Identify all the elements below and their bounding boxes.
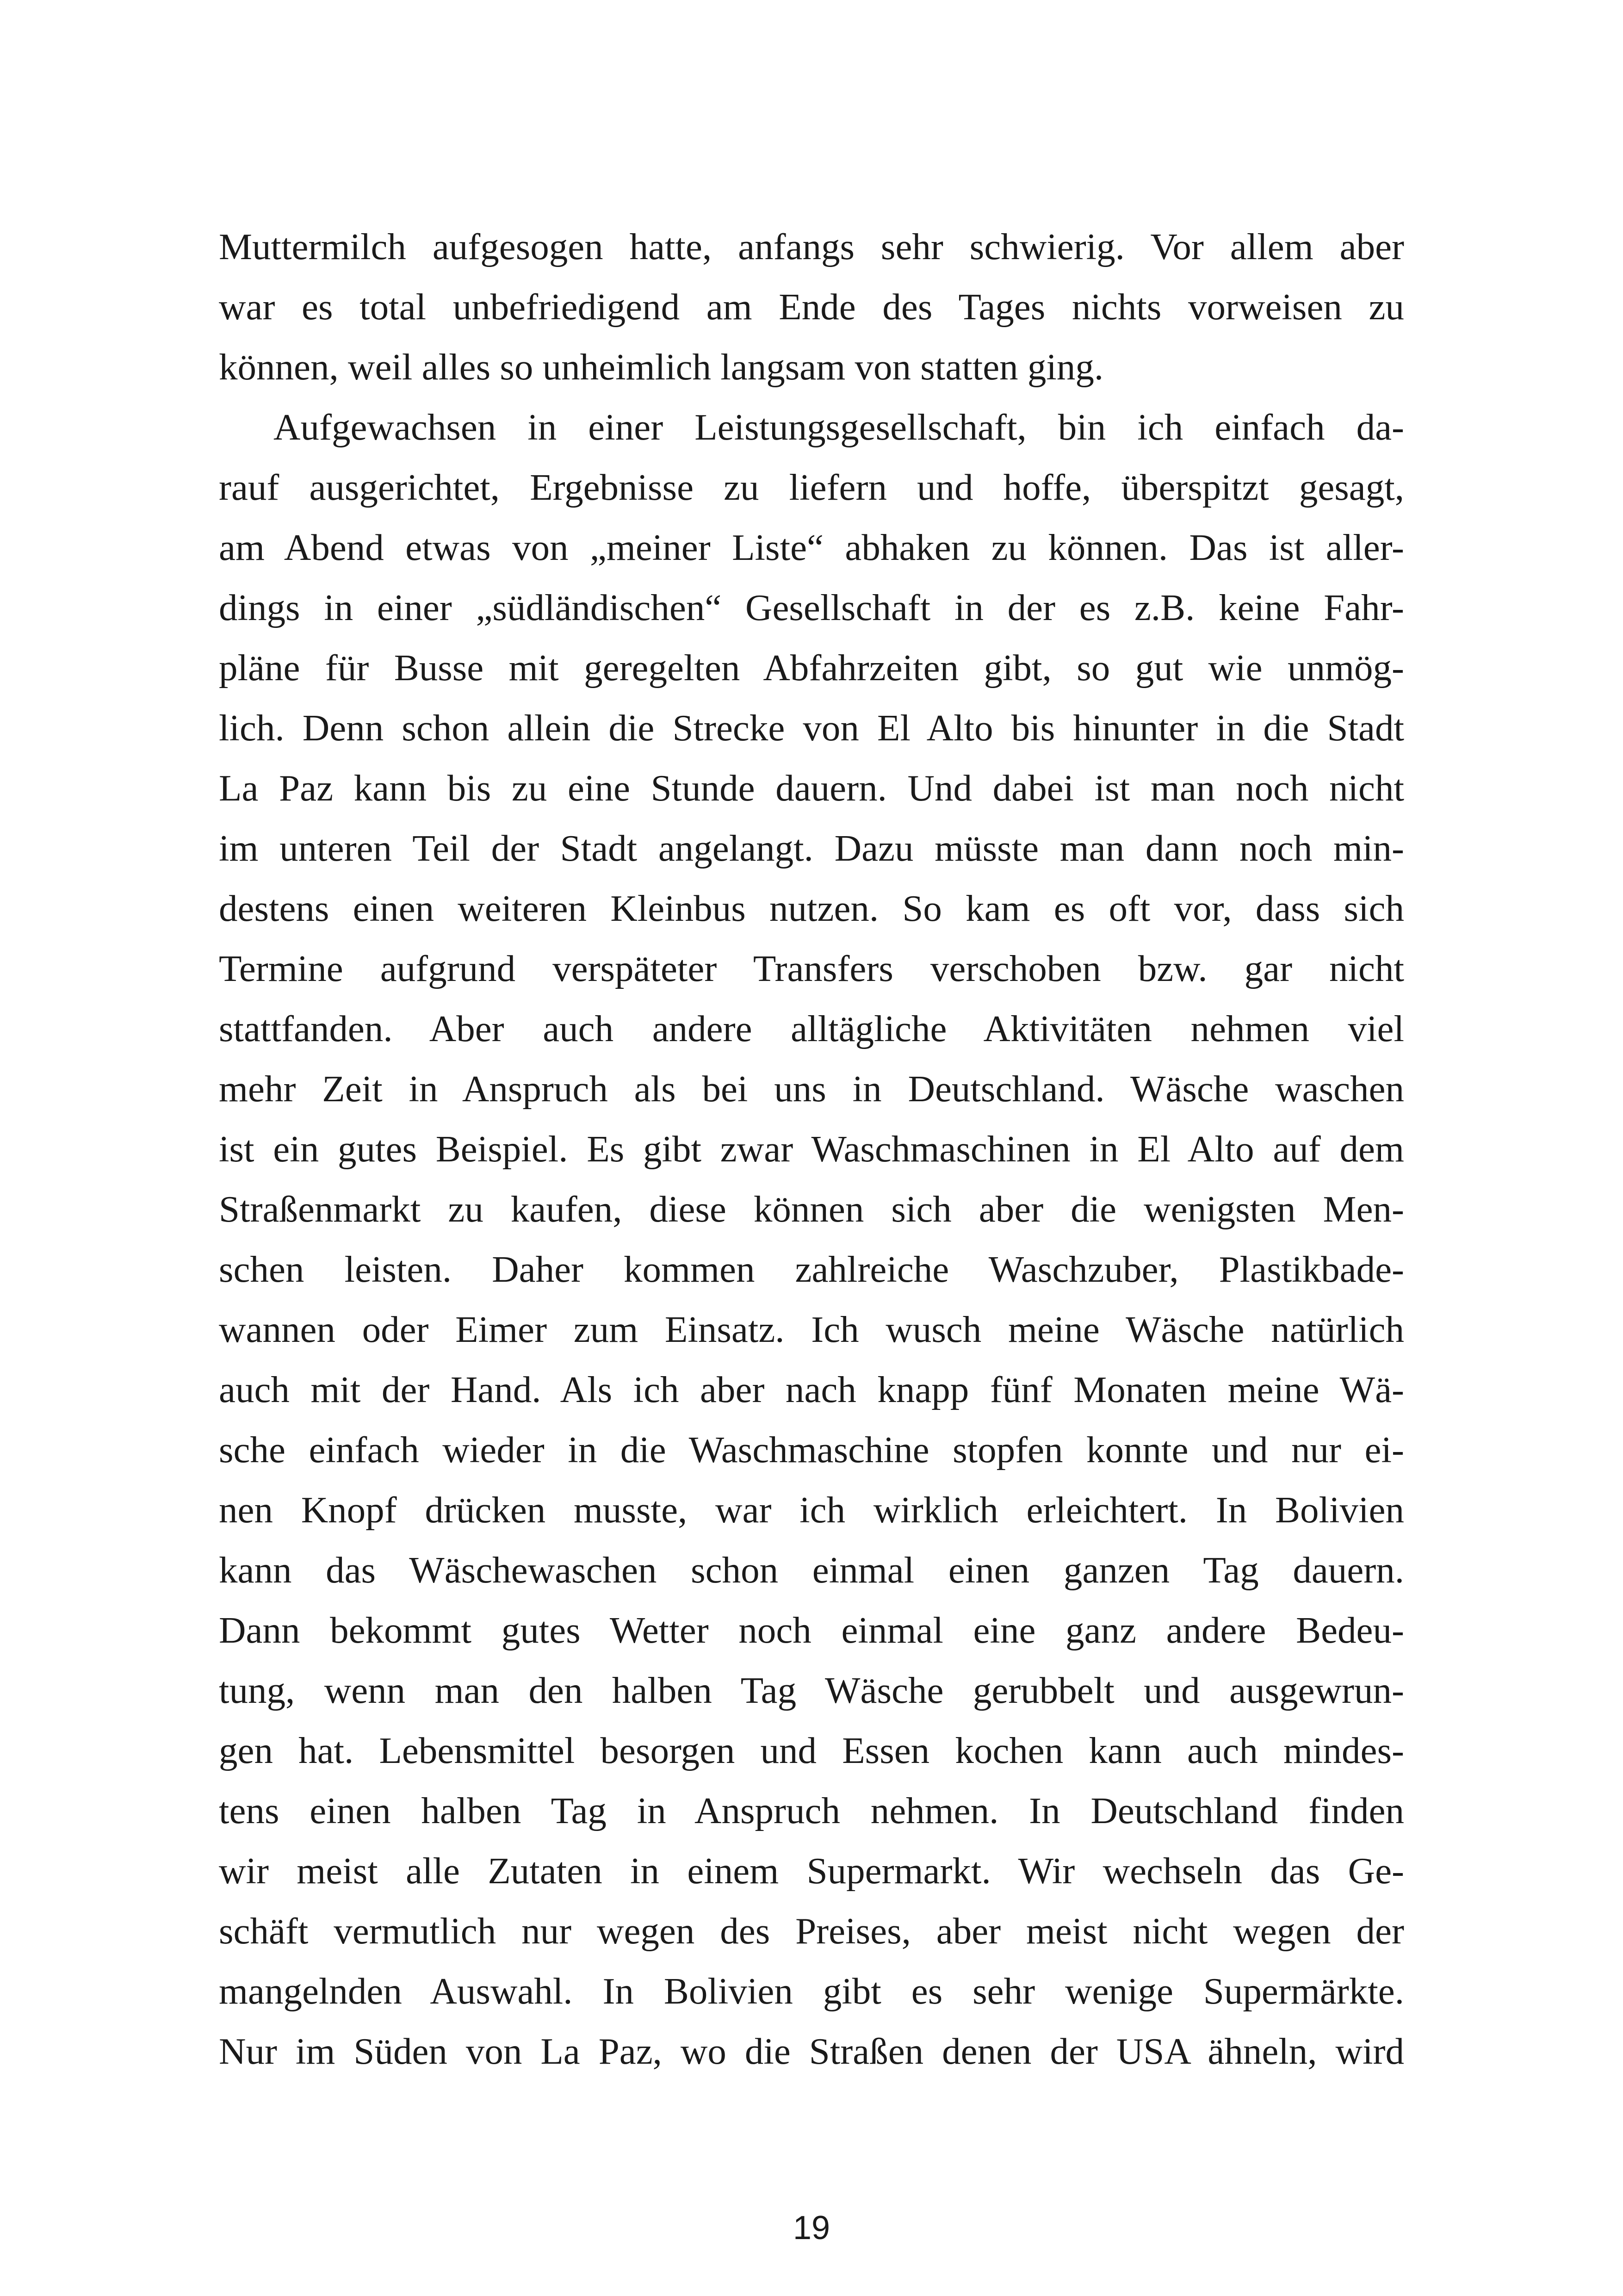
text-line: Nur im Süden von La Paz, wo die Straßen denen der USA ähneln, wird (219, 2030, 1404, 2072)
text-line: gen hat. Lebensmittel besorgen und Essen kochen kann auch mindes- (219, 1730, 1404, 1771)
text-line: sche einfach wieder in die Waschmaschine stopfen konnte und nur ei- (219, 1429, 1404, 1471)
text-line: rauf ausgerichtet, Ergebnisse zu liefern und hoffe, überspitzt gesagt, (219, 466, 1404, 508)
text-line: schen leisten. Daher kommen zahlreiche Waschzuber, Plastikbade- (219, 1248, 1404, 1290)
text-line: mangelnden Auswahl. In Bolivien gibt es sehr wenige Supermärkte. (219, 1970, 1404, 2012)
text-line: destens einen weiteren Kleinbus nutzen. So kam es oft vor, dass sich (219, 887, 1404, 929)
text-line: ist ein gutes Beispiel. Es gibt zwar Waschmaschinen in El Alto auf dem (219, 1128, 1404, 1170)
page-number: 19 (793, 2209, 830, 2246)
text-line: pläne für Busse mit geregelten Abfahrzeiten gibt, so gut wie unmög- (219, 647, 1404, 689)
text-line: mehr Zeit in Anspruch als bei uns in Deutschland. Wäsche waschen (219, 1068, 1404, 1110)
text-line: tens einen halben Tag in Anspruch nehmen. In Deutschland finden (219, 1790, 1404, 1831)
text-line: nen Knopf drücken musste, war ich wirklich erleichtert. In Bolivien (219, 1489, 1404, 1531)
text-line: wir meist alle Zutaten in einem Supermarkt. Wir wechseln das Ge- (219, 1850, 1404, 1892)
text-line: im unteren Teil der Stadt angelangt. Dazu müsste man dann noch min- (219, 827, 1404, 869)
text-line: lich. Denn schon allein die Strecke von El Alto bis hinunter in die Stadt (219, 707, 1404, 749)
text-line: Aufgewachsen in einer Leistungsgesellschaft, bin ich einfach da- (273, 406, 1404, 448)
text-line: Dann bekommt gutes Wetter noch einmal eine ganz andere Bedeu- (219, 1609, 1404, 1651)
text-line: schäft vermutlich nur wegen des Preises, aber meist nicht wegen der (219, 1910, 1404, 1952)
text-line: La Paz kann bis zu eine Stunde dauern. Und dabei ist man noch nicht (219, 767, 1404, 809)
text-line: dings in einer „südländischen“ Gesellschaft in der es z.B. keine Fahr- (219, 587, 1404, 628)
text-line: am Abend etwas von „meiner Liste“ abhaken zu können. Das ist aller- (219, 527, 1404, 568)
text-line: kann das Wäschewaschen schon einmal einen ganzen Tag dauern. (219, 1549, 1404, 1591)
text-line: auch mit der Hand. Als ich aber nach knapp fünf Monaten meine Wä- (219, 1369, 1404, 1410)
text-line: Muttermilch aufgesogen hatte, anfangs sehr schwierig. Vor allem aber (219, 226, 1404, 267)
text-line: Termine aufgrund verspäteter Transfers verschoben bzw. gar nicht (219, 948, 1404, 989)
text-line: stattfanden. Aber auch andere alltägliche Aktivitäten nehmen viel (219, 1008, 1404, 1049)
text-line: wannen oder Eimer zum Einsatz. Ich wusch meine Wäsche natürlich (219, 1309, 1404, 1350)
text-line: war es total unbefriedigend am Ende des Tages nichts vorweisen zu (219, 286, 1404, 328)
text-line: können, weil alles so unheimlich langsam von statten ging. (219, 346, 1104, 388)
text-line: Straßenmarkt zu kaufen, diese können sich aber die wenigsten Men- (219, 1188, 1404, 1230)
text-line: tung, wenn man den halben Tag Wäsche gerubbelt und ausgewrun- (219, 1669, 1404, 1711)
